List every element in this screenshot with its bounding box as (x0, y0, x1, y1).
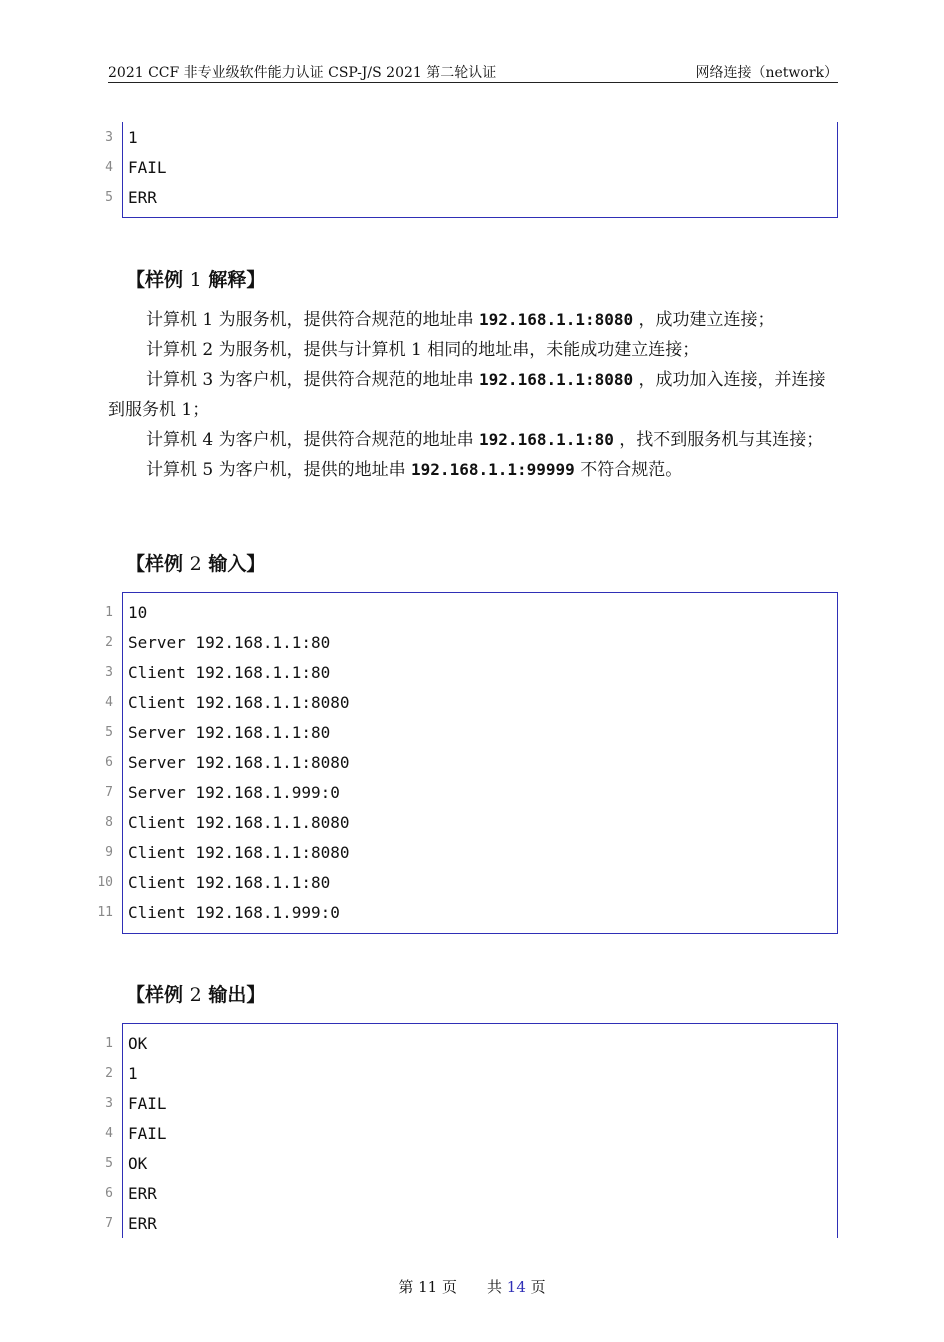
line-number: 5 (105, 1156, 113, 1171)
code-line (105, 808, 837, 838)
code-text: Client 192.168.1.1.8080 (128, 813, 350, 832)
code-text: Server 192.168.1.1:80 (128, 633, 331, 652)
total-pages-link[interactable]: 14 (506, 1278, 526, 1296)
code-line (105, 153, 837, 183)
line-number: 4 (105, 695, 113, 710)
line-number: 4 (105, 160, 113, 175)
code-line (105, 778, 837, 808)
code-text: ERR (128, 1214, 157, 1233)
inline-code: 192.168.1.1:8080 (479, 370, 634, 389)
code-text: FAIL (128, 1094, 167, 1113)
code-text: 1 (128, 1064, 138, 1083)
page-header (108, 60, 838, 83)
line-number: 5 (105, 725, 113, 740)
code-line (105, 1119, 837, 1149)
page-footer: 第 11 页 共 14 页 (398, 1278, 546, 1296)
sample2-input-heading: 【样例 2 输入】 (126, 553, 266, 575)
code-line (105, 1059, 837, 1089)
line-number: 6 (105, 1186, 113, 1201)
sample2-input-codebox (97, 592, 838, 934)
sample1-explanation (108, 305, 838, 485)
code-line (105, 838, 837, 868)
line-number: 1 (105, 605, 113, 620)
code-line (97, 868, 837, 898)
heading-number: 2 (189, 984, 202, 1006)
code-text: OK (128, 1034, 148, 1053)
code-text: Client 192.168.1.1:8080 (128, 843, 350, 862)
code-line (105, 1209, 837, 1239)
explain-paragraph-3: 计算机 3 为客户机，提供符合规范的地址串 192.168.1.1:8080 ，成功加入连接，并连接到服务机 1； (108, 370, 826, 420)
code-line (105, 1089, 837, 1119)
page-number: 第 11 页 (398, 1278, 457, 1296)
code-text: Client 192.168.1.1:80 (128, 663, 331, 682)
line-number: 3 (105, 665, 113, 680)
code-text: OK (128, 1154, 148, 1173)
header-title: 2021 CCF 非专业级软件能力认证 CSP-J/S 2021 第二轮认证 (108, 65, 497, 81)
code-text: Client 192.168.1.1:8080 (128, 693, 350, 712)
total-pages-label: 共 (487, 1278, 507, 1296)
heading-text: 样例 (145, 269, 190, 291)
code-text: Client 192.168.1.999:0 (128, 903, 340, 922)
line-number: 6 (105, 755, 113, 770)
code-text: Server 192.168.1.999:0 (128, 783, 340, 802)
bracket-right: 】 (246, 269, 266, 291)
explain-paragraph-4: 计算机 4 为客户机，提供符合规范的地址串 192.168.1.1:80 ，找不到服务机与其连接； (146, 430, 824, 450)
code-text: Client 192.168.1.1:80 (128, 873, 331, 892)
code-line (105, 658, 837, 688)
explain-paragraph-2: 计算机 2 为服务机，提供与计算机 1 相同的地址串，未能成功建立连接； (146, 340, 700, 360)
sample2-output-heading: 【样例 2 输出】 (126, 984, 266, 1006)
sample2-output-codebox (105, 1023, 838, 1238)
code-line (105, 123, 837, 153)
code-line (105, 628, 837, 658)
heading-text: 解释 (201, 269, 247, 291)
code-line (105, 1149, 837, 1179)
code-line (105, 183, 837, 213)
code-text: Server 192.168.1.1:80 (128, 723, 331, 742)
line-number: 2 (105, 1066, 113, 1081)
line-number: 10 (97, 875, 113, 890)
line-number: 4 (105, 1126, 113, 1141)
code-text: FAIL (128, 158, 167, 177)
line-number: 7 (105, 1216, 113, 1231)
line-number: 1 (105, 1036, 113, 1051)
code-text: ERR (128, 1184, 157, 1203)
line-number: 8 (105, 815, 113, 830)
line-number: 2 (105, 635, 113, 650)
sample1-explain-heading (126, 265, 265, 292)
line-number: 9 (105, 845, 113, 860)
code-line (105, 1029, 837, 1059)
line-number: 7 (105, 785, 113, 800)
line-number: 3 (105, 1096, 113, 1111)
inline-code: 192.168.1.1:99999 (411, 460, 575, 479)
bracket-left: 【 (126, 269, 146, 291)
code-line (97, 898, 837, 928)
inline-code: 192.168.1.1:8080 (479, 310, 634, 329)
inline-code: 192.168.1.1:80 (479, 430, 614, 449)
code-text: Server 192.168.1.1:8080 (128, 753, 350, 772)
code-line (105, 598, 837, 628)
explain-paragraph-5: 计算机 5 为客户机，提供的地址串 192.168.1.1:99999 不符合规范。 (146, 460, 683, 480)
code-text: 1 (128, 128, 138, 147)
explain-paragraph-1: 计算机 1 为服务机，提供符合规范的地址串 192.168.1.1:8080 ，成功建立连接； (146, 310, 775, 330)
line-number: 5 (105, 190, 113, 205)
line-number: 11 (97, 905, 113, 920)
code-line (105, 688, 837, 718)
heading-number: 1 (189, 269, 202, 291)
sample1-output-codebox (105, 122, 838, 218)
code-line (105, 718, 837, 748)
code-text: 10 (128, 603, 148, 622)
code-text: ERR (128, 188, 157, 207)
code-line (105, 1179, 837, 1209)
header-problem-name: 网络连接（network） (695, 65, 838, 81)
code-line (105, 748, 837, 778)
heading-number: 2 (189, 553, 202, 575)
code-text: FAIL (128, 1124, 167, 1143)
line-number: 3 (105, 130, 113, 145)
